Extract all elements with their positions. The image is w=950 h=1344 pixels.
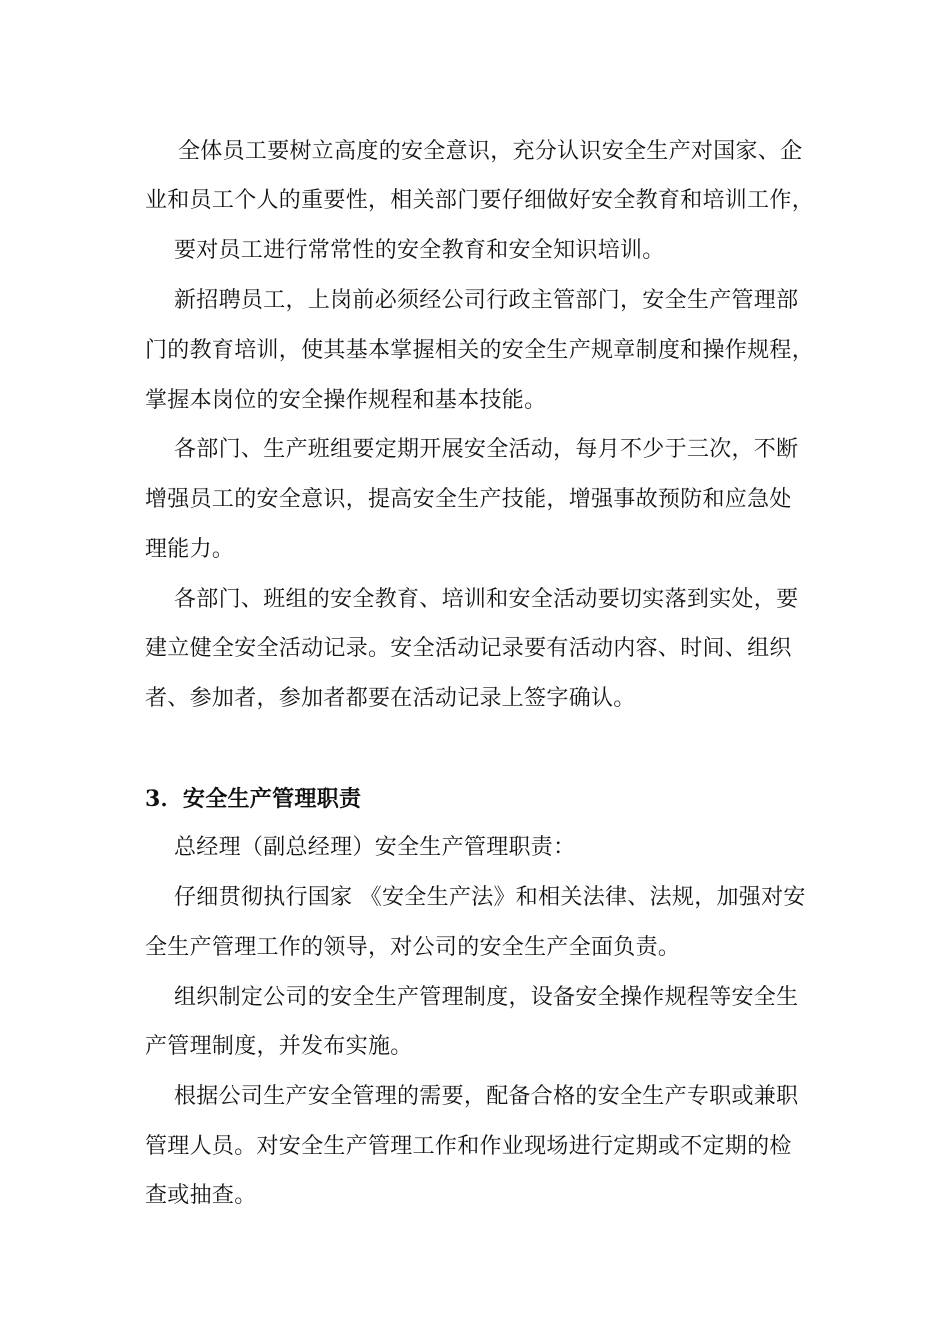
paragraph-line: 产管理制度，并发布实施。	[145, 1034, 413, 1059]
paragraph-line: 各部门、班组的安全教育、培训和安全活动要切实落到实处，要	[174, 587, 799, 612]
paragraph-line: 新招聘员工，上岗前必须经公司行政主管部门，安全生产管理部	[174, 288, 799, 313]
paragraph-line: 仔细贯彻执行国家 《安全生产法》和相关法律、法规，加强对安	[174, 885, 806, 910]
section-heading: 3．安全生产管理职责	[145, 786, 362, 812]
paragraph-line: 者、参加者，参加者都要在活动记录上签字确认。	[145, 686, 636, 711]
paragraph-line: 业和员工个人的重要性，相关部门要仔细做好安全教育和培训工作，	[145, 188, 815, 213]
paragraph-line: 增强员工的安全意识，提高安全生产技能，增强事故预防和应急处	[145, 487, 792, 512]
paragraph-line: 建立健全安全活动记录。安全活动记录要有活动内容、时间、组织	[145, 636, 792, 661]
paragraph-line: 根据公司生产安全管理的需要，配备合格的安全生产专职或兼职	[174, 1084, 799, 1109]
paragraph-line: 掌握本岗位的安全操作规程和基本技能。	[145, 388, 547, 413]
paragraph-line: 总经理（副总经理）安全生产管理职责：	[174, 835, 576, 860]
paragraph-line: 要对员工进行常常性的安全教育和安全知识培训。	[174, 238, 665, 263]
paragraph-line: 管理人员。对安全生产管理工作和作业现场进行定期或不定期的检	[145, 1134, 792, 1159]
paragraph-line: 门的教育培训，使其基本掌握相关的安全生产规章制度和操作规程，	[145, 338, 815, 363]
paragraph-line: 查或抽查。	[145, 1183, 257, 1208]
paragraph-line: 各部门、生产班组要定期开展安全活动，每月不少于三次，不断	[174, 437, 799, 462]
paragraph-line: 全生产管理工作的领导，对公司的安全生产全面负责。	[145, 935, 681, 960]
paragraph-line: 理能力。	[145, 537, 235, 562]
paragraph-line: 全体员工要树立高度的安全意识，充分认识安全生产对国家、企	[178, 139, 803, 164]
paragraph-line: 组织制定公司的安全生产管理制度，设备安全操作规程等安全生	[174, 985, 799, 1010]
